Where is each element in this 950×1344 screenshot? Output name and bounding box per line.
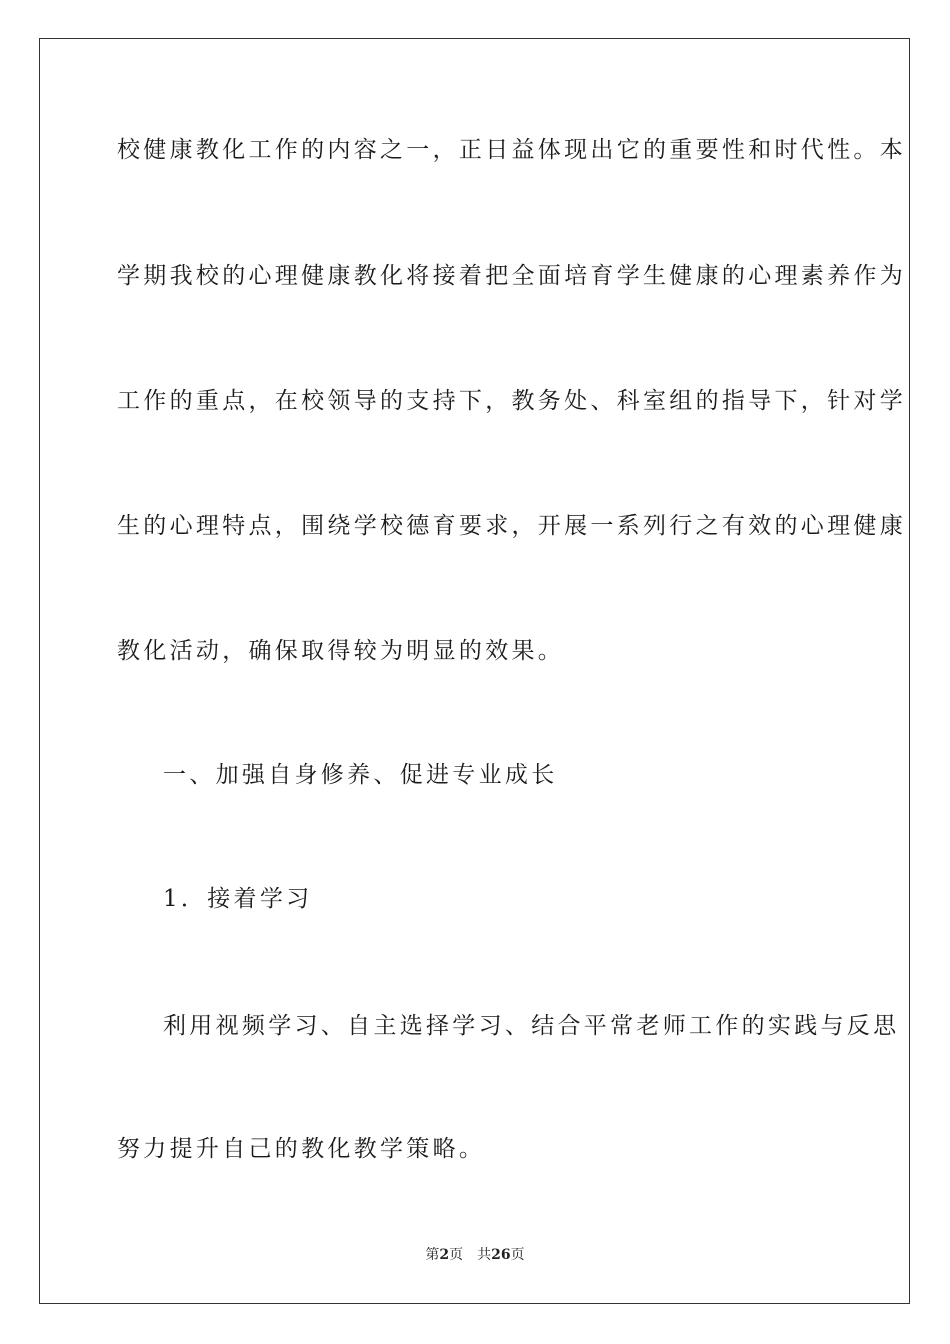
paragraph-line: 教化活动，确保取得较为明显的效果。 [117, 638, 565, 664]
total-suffix: 页 [510, 1247, 525, 1263]
paragraph-line: 生的心理特点，围绕学校德育要求，开展一系列行之有效的心理健康 [117, 513, 906, 539]
paragraph-line: 努力提升自己的教化教学策略。 [117, 1136, 486, 1162]
total-pages: 26 [491, 1247, 511, 1263]
subsection-heading: 1．接着学习 [163, 886, 313, 912]
page-border [39, 38, 910, 1304]
paragraph-line: 利用视频学习、自主选择学习、结合平常老师工作的实践与反思 [163, 1013, 900, 1039]
paragraph-line: 工作的重点，在校领导的支持下，教务处、科室组的指导下，针对学 [117, 388, 906, 414]
total-prefix: 共 [477, 1247, 492, 1263]
paragraph-line: 校健康教化工作的内容之一，正日益体现出它的重要性和时代性。本 [117, 137, 906, 163]
paragraph-line: 学期我校的心理健康教化将接着把全面培育学生健康的心理素养作为 [117, 263, 906, 289]
page-footer [0, 1246, 950, 1264]
page-prefix: 第 [425, 1247, 440, 1263]
section-heading: 一、加强自身修养、促进专业成长 [163, 762, 558, 788]
page-suffix: 页 [449, 1247, 464, 1263]
page-number: 2 [439, 1247, 450, 1263]
